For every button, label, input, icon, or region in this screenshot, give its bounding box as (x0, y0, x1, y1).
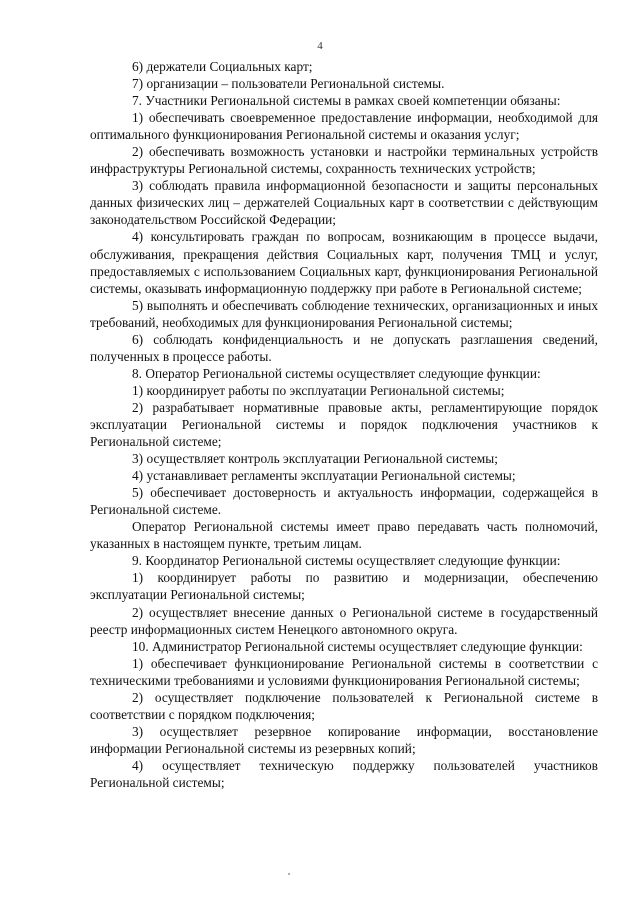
paragraph: 4) устанавливает регламенты эксплуатации Региональной системы; (132, 468, 516, 484)
paragraph: 3) осуществляет контроль эксплуатации Региональной системы; (132, 451, 498, 467)
document-body (90, 58, 598, 791)
paragraph: 3) осуществляет резервное копирование информации, восстановление информации Региональной системы из резервных копий; (90, 723, 598, 756)
scan-speck (288, 873, 290, 875)
paragraph: 1) обеспечивает функционирование Региональной системы в соответствии с техническими требованиями и условиями функционирования Региональной системы; (90, 655, 598, 688)
paragraph: 2) осуществляет внесение данных о Региональной системе в государственный реестр информационных систем Ненецкого автономного округа. (90, 604, 598, 637)
paragraph: 4) осуществляет техническую поддержку пользователей участников Региональной системы; (90, 757, 598, 790)
paragraph: 2) осуществляет подключение пользователей к Региональной системе в соответствии с порядком подключения; (90, 689, 598, 722)
paragraph: Оператор Региональной системы имеет право передавать часть полномочий, указанных в настоящем пункте, третьим лицам. (90, 519, 598, 552)
paragraph: 7) организации – пользователи Региональной системы. (132, 76, 445, 92)
paragraph: 6) держатели Социальных карт; (132, 59, 313, 74)
paragraph: 10. Администратор Региональной системы осуществляет следующие функции: (132, 638, 583, 654)
paragraph: 2) обеспечивать возможность установки и настройки терминальных устройств инфраструктуры Региональной системы, сохранность технических устройств; (90, 144, 598, 177)
paragraph: 1) координирует работы по развитию и модернизации, обеспечению эксплуатации Региональной системы; (90, 570, 598, 603)
paragraph: 5) обеспечивает достоверность и актуальность информации, содержащейся в Региональной системе. (90, 485, 598, 518)
paragraph: 8. Оператор Региональной системы осуществляет следующие функции: (132, 365, 541, 381)
paragraph: 3) соблюдать правила информационной безопасности и защиты персональных данных физических лиц – держателей Социальных карт в соответствии с действующим законодательством Российской Федерации; (90, 178, 598, 228)
page-number: 4 (317, 40, 323, 52)
paragraph: 5) выполнять и обеспечивать соблюдение технических, организационных и иных требований, необходимых для функционирования Региональной системы; (90, 297, 598, 330)
paragraph: 1) обеспечивать своевременное предоставление информации, необходимой для оптимального функционирования Региональной системы и оказания услуг; (90, 110, 598, 143)
paragraph: 4) консультировать граждан по вопросам, возникающим в процессе выдачи, обслуживания, прекращения действия Социальных карт, получения ТМЦ и услуг, предоставляемых с использованием Социальных карт, функционирования Региональной системы, оказывать информационную поддержку при работе в Региональной системе; (90, 229, 598, 296)
paragraph: 1) координирует работы по эксплуатации Региональной системы; (132, 382, 505, 398)
paragraph: 7. Участники Региональной системы в рамках своей компетенции обязаны: (132, 93, 561, 109)
paragraph: 9. Координатор Региональной системы осуществляет следующие функции: (132, 553, 561, 569)
paragraph: 6) соблюдать конфиденциальность и не допускать разглашения сведений, полученных в процессе работы. (90, 331, 598, 364)
paragraph: 2) разрабатывает нормативные правовые акты, регламентирующие порядок эксплуатации Региональной системы и порядок подключения участников к Региональной системе; (90, 399, 598, 450)
